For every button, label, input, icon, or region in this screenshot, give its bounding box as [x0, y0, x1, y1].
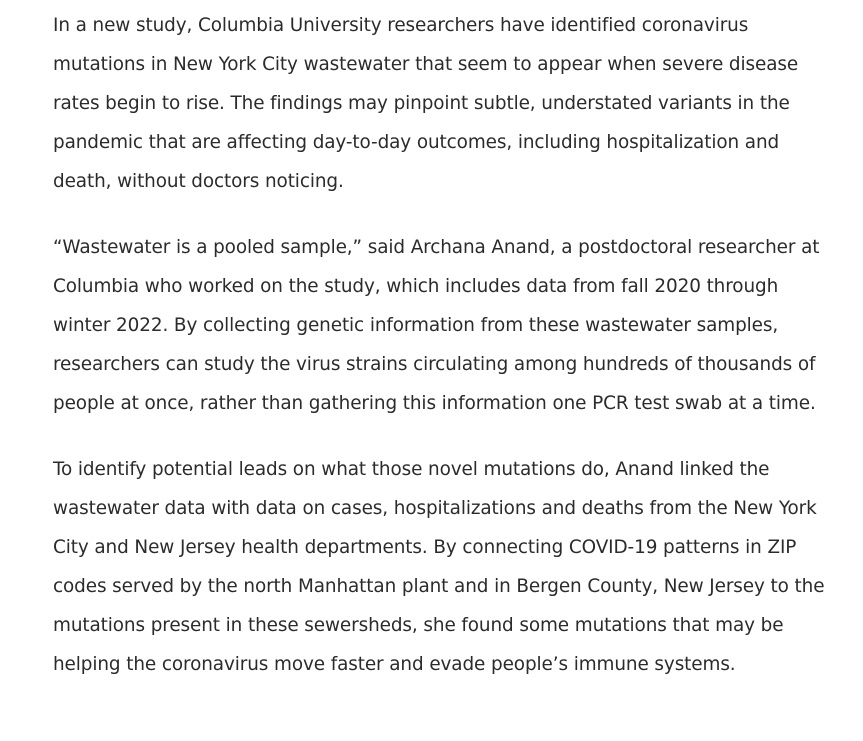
article-body [53, 6, 828, 684]
article-paragraph-1: In a new study, Columbia University researchers have identified coronavirus mutations in New York City wastewater that seem to appear when severe disease rates begin to rise. The findings may pinpoint subtle, understated variants in the pandemic that are affecting day-to-day outcomes, including hospitalization and death, without doctors noticing. [53, 15, 799, 192]
article-paragraph-3: To identify potential leads on what those novel mutations do, Anand linked the wastewater data with data on cases, hospitalizations and deaths from the New York City and New Jersey health departments. By connecting COVID-19 patterns in ZIP codes served by the north Manhattan plant and in Bergen County, New Jersey to the mutations present in these sewersheds, she found some mutations that may be helping the coronavirus move faster and evade people’s immune systems. [53, 459, 825, 675]
article-paragraph-2: “Wastewater is a pooled sample,” said Archana Anand, a postdoctoral researcher at Columbia who worked on the study, which includes data from fall 2020 through winter 2022. By collecting genetic information from these wastewater samples, researchers can study the virus strains circulating among hundreds of thousands of people at once, rather than gathering this information one PCR test swab at a time. [53, 237, 820, 414]
